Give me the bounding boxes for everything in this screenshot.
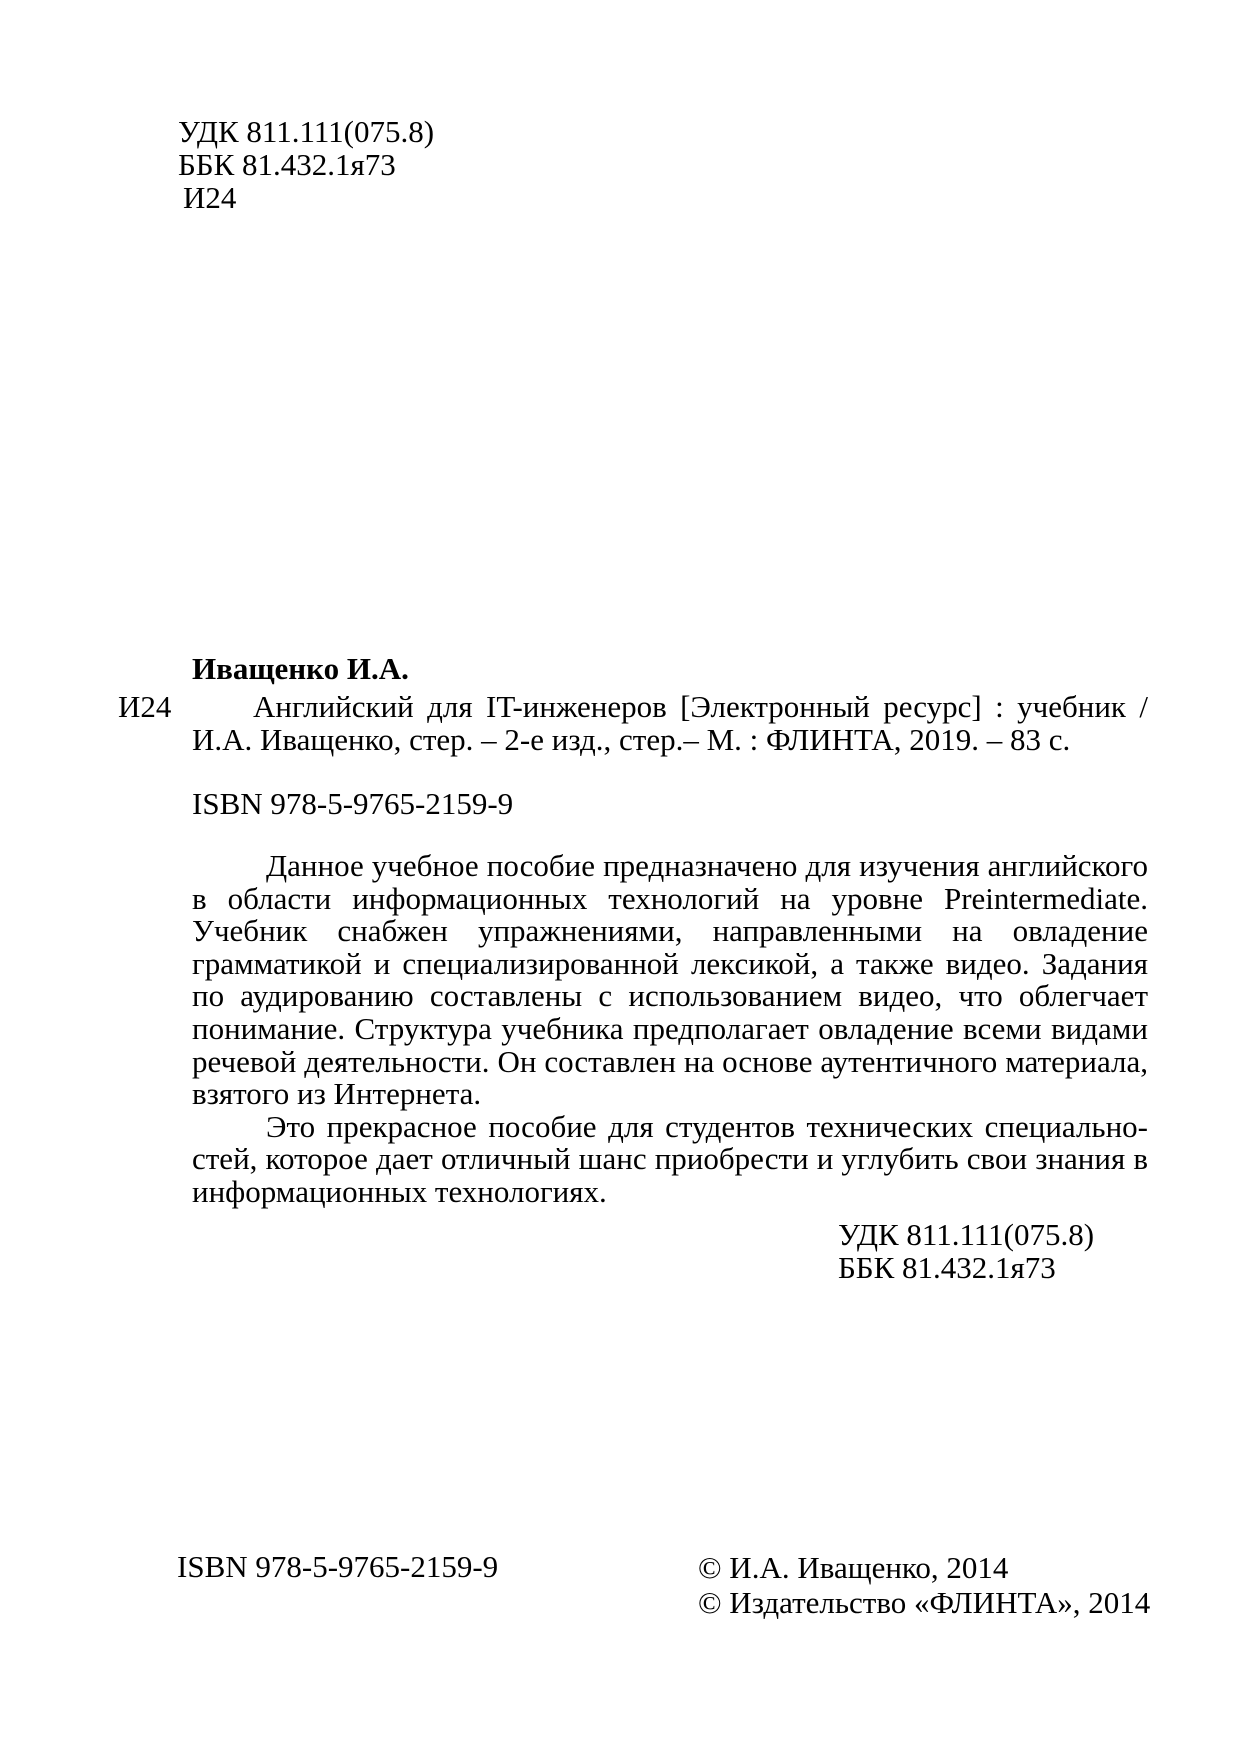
copyright-publisher: © Издательство «ФЛИНТА», 2014 <box>698 1585 1151 1620</box>
entry-author-mark: И24 <box>118 689 172 724</box>
annotation-paragraph-1: Данное учебное пособие предназначено для изучения английского в области информационных технологий на уровне Preintermediate. Учебник снабжен упражнениями, направленными на овладение грамматикой и специализированной лексикой, а также видео. Задания по аудированию составлены с использованием видео, что облегчает понимание. Структура учебника предполагает овладение всеми видами речевой деятельности. Он составлен на основе аутентичного материала, взятого из Интернета. <box>192 848 1148 1112</box>
bbk-code-bottom: ББК 81.432.1я73 <box>838 1250 1056 1285</box>
udk-code-bottom: УДК 811.111(075.8) <box>838 1217 1095 1252</box>
author-name: Иващенко И.А. <box>192 651 409 686</box>
footer-isbn: ISBN 978-5-9765-2159-9 <box>177 1549 499 1584</box>
author-mark: И24 <box>183 180 237 215</box>
copyright-block <box>698 1550 1150 1620</box>
annotation-paragraph-2: Это прекрасное пособие для студентов технических специальностей, которое дает отличный шанс приобрести и углубить свои знания в информационных технологиях. <box>192 1108 1148 1209</box>
entry-isbn: ISBN 978-5-9765-2159-9 <box>192 786 514 821</box>
udk-code: УДК 811.111(075.8) <box>178 114 435 149</box>
entry-title-line: Английский для IT-инженеров [Электронный ресурс] : учебник / <box>253 689 1148 724</box>
entry-imprint-line: И.А. Иващенко, стер. – 2-е изд., стер.– М. : ФЛИНТА, 2019. – 83 с. <box>192 722 1071 757</box>
classification-bottom <box>838 1218 1094 1284</box>
annotation <box>192 850 1148 1209</box>
copyright-author: © И.А. Иващенко, 2014 <box>698 1550 1009 1585</box>
classification-top <box>178 115 434 214</box>
bbk-code: ББК 81.432.1я73 <box>178 147 396 182</box>
